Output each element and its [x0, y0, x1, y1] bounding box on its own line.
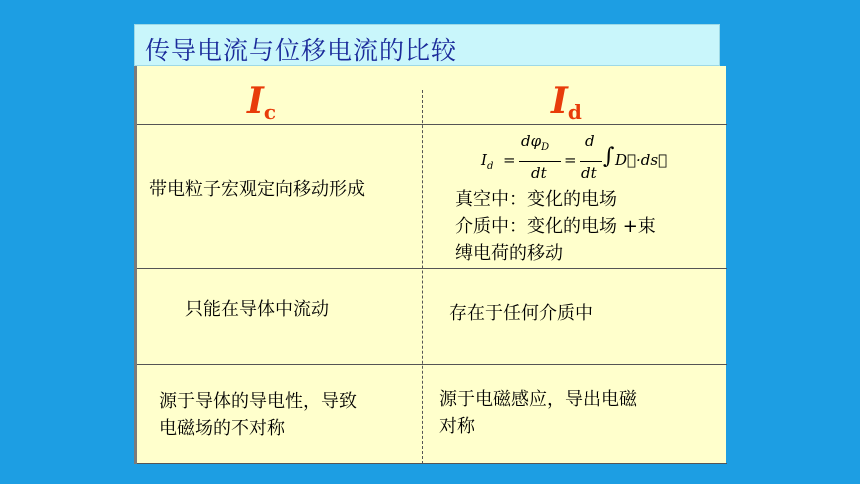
header-symbol: I	[551, 80, 568, 122]
title-bar	[134, 24, 720, 66]
formula-equals: =	[564, 151, 577, 169]
formula-numerator-2: d	[585, 132, 595, 150]
header-subscript: d	[567, 100, 582, 124]
row2-right-line: 存在于任何介质中	[449, 303, 593, 324]
row2-left: 只能在导体中流动	[185, 299, 329, 320]
row3-right-line: 源于电磁感应，导出电磁	[439, 389, 637, 410]
formula-denominator-2: dt	[581, 164, 597, 182]
row1-right-line: 缚电荷的移动	[455, 243, 563, 264]
row-divider	[137, 364, 727, 365]
row3-left	[159, 388, 357, 442]
row1-right-line: 真空中：变化的电场	[455, 189, 617, 210]
displacement-current-formula	[481, 132, 668, 190]
fraction-bar	[519, 161, 561, 162]
formula-denominator-1: dt	[531, 164, 547, 182]
header-displacement-current	[551, 80, 582, 124]
row2-right	[449, 300, 593, 327]
row-divider	[137, 463, 727, 464]
row1-right-line: 介质中：变化的电场 +束	[455, 216, 656, 237]
column-divider	[422, 90, 423, 464]
row-divider	[137, 124, 727, 125]
formula-lhs: $I_d$	[481, 151, 494, 172]
fraction-bar	[580, 161, 602, 162]
page-title: 传导电流与位移电流的比较	[145, 36, 458, 65]
row3-right	[439, 386, 637, 440]
row-divider	[137, 268, 727, 269]
row3-left-line: 电磁场的不对称	[159, 418, 285, 439]
header-conduction-current	[247, 80, 276, 124]
formula-integrand: D⃗·ds⃗	[615, 151, 668, 169]
header-subscript: c	[263, 100, 277, 124]
row1-right	[455, 186, 656, 267]
formula-numerator-1: $d\varphi_D$	[521, 132, 550, 153]
row1-left: 带电粒子宏观定向移动形成	[149, 179, 365, 200]
formula-equals: =	[503, 151, 516, 169]
comparison-table	[134, 66, 726, 464]
row3-left-line: 源于导体的导电性，导致	[159, 391, 357, 412]
row3-right-line: 对称	[439, 416, 475, 437]
formula-integral: ∫	[603, 144, 615, 169]
header-symbol: I	[247, 80, 264, 122]
